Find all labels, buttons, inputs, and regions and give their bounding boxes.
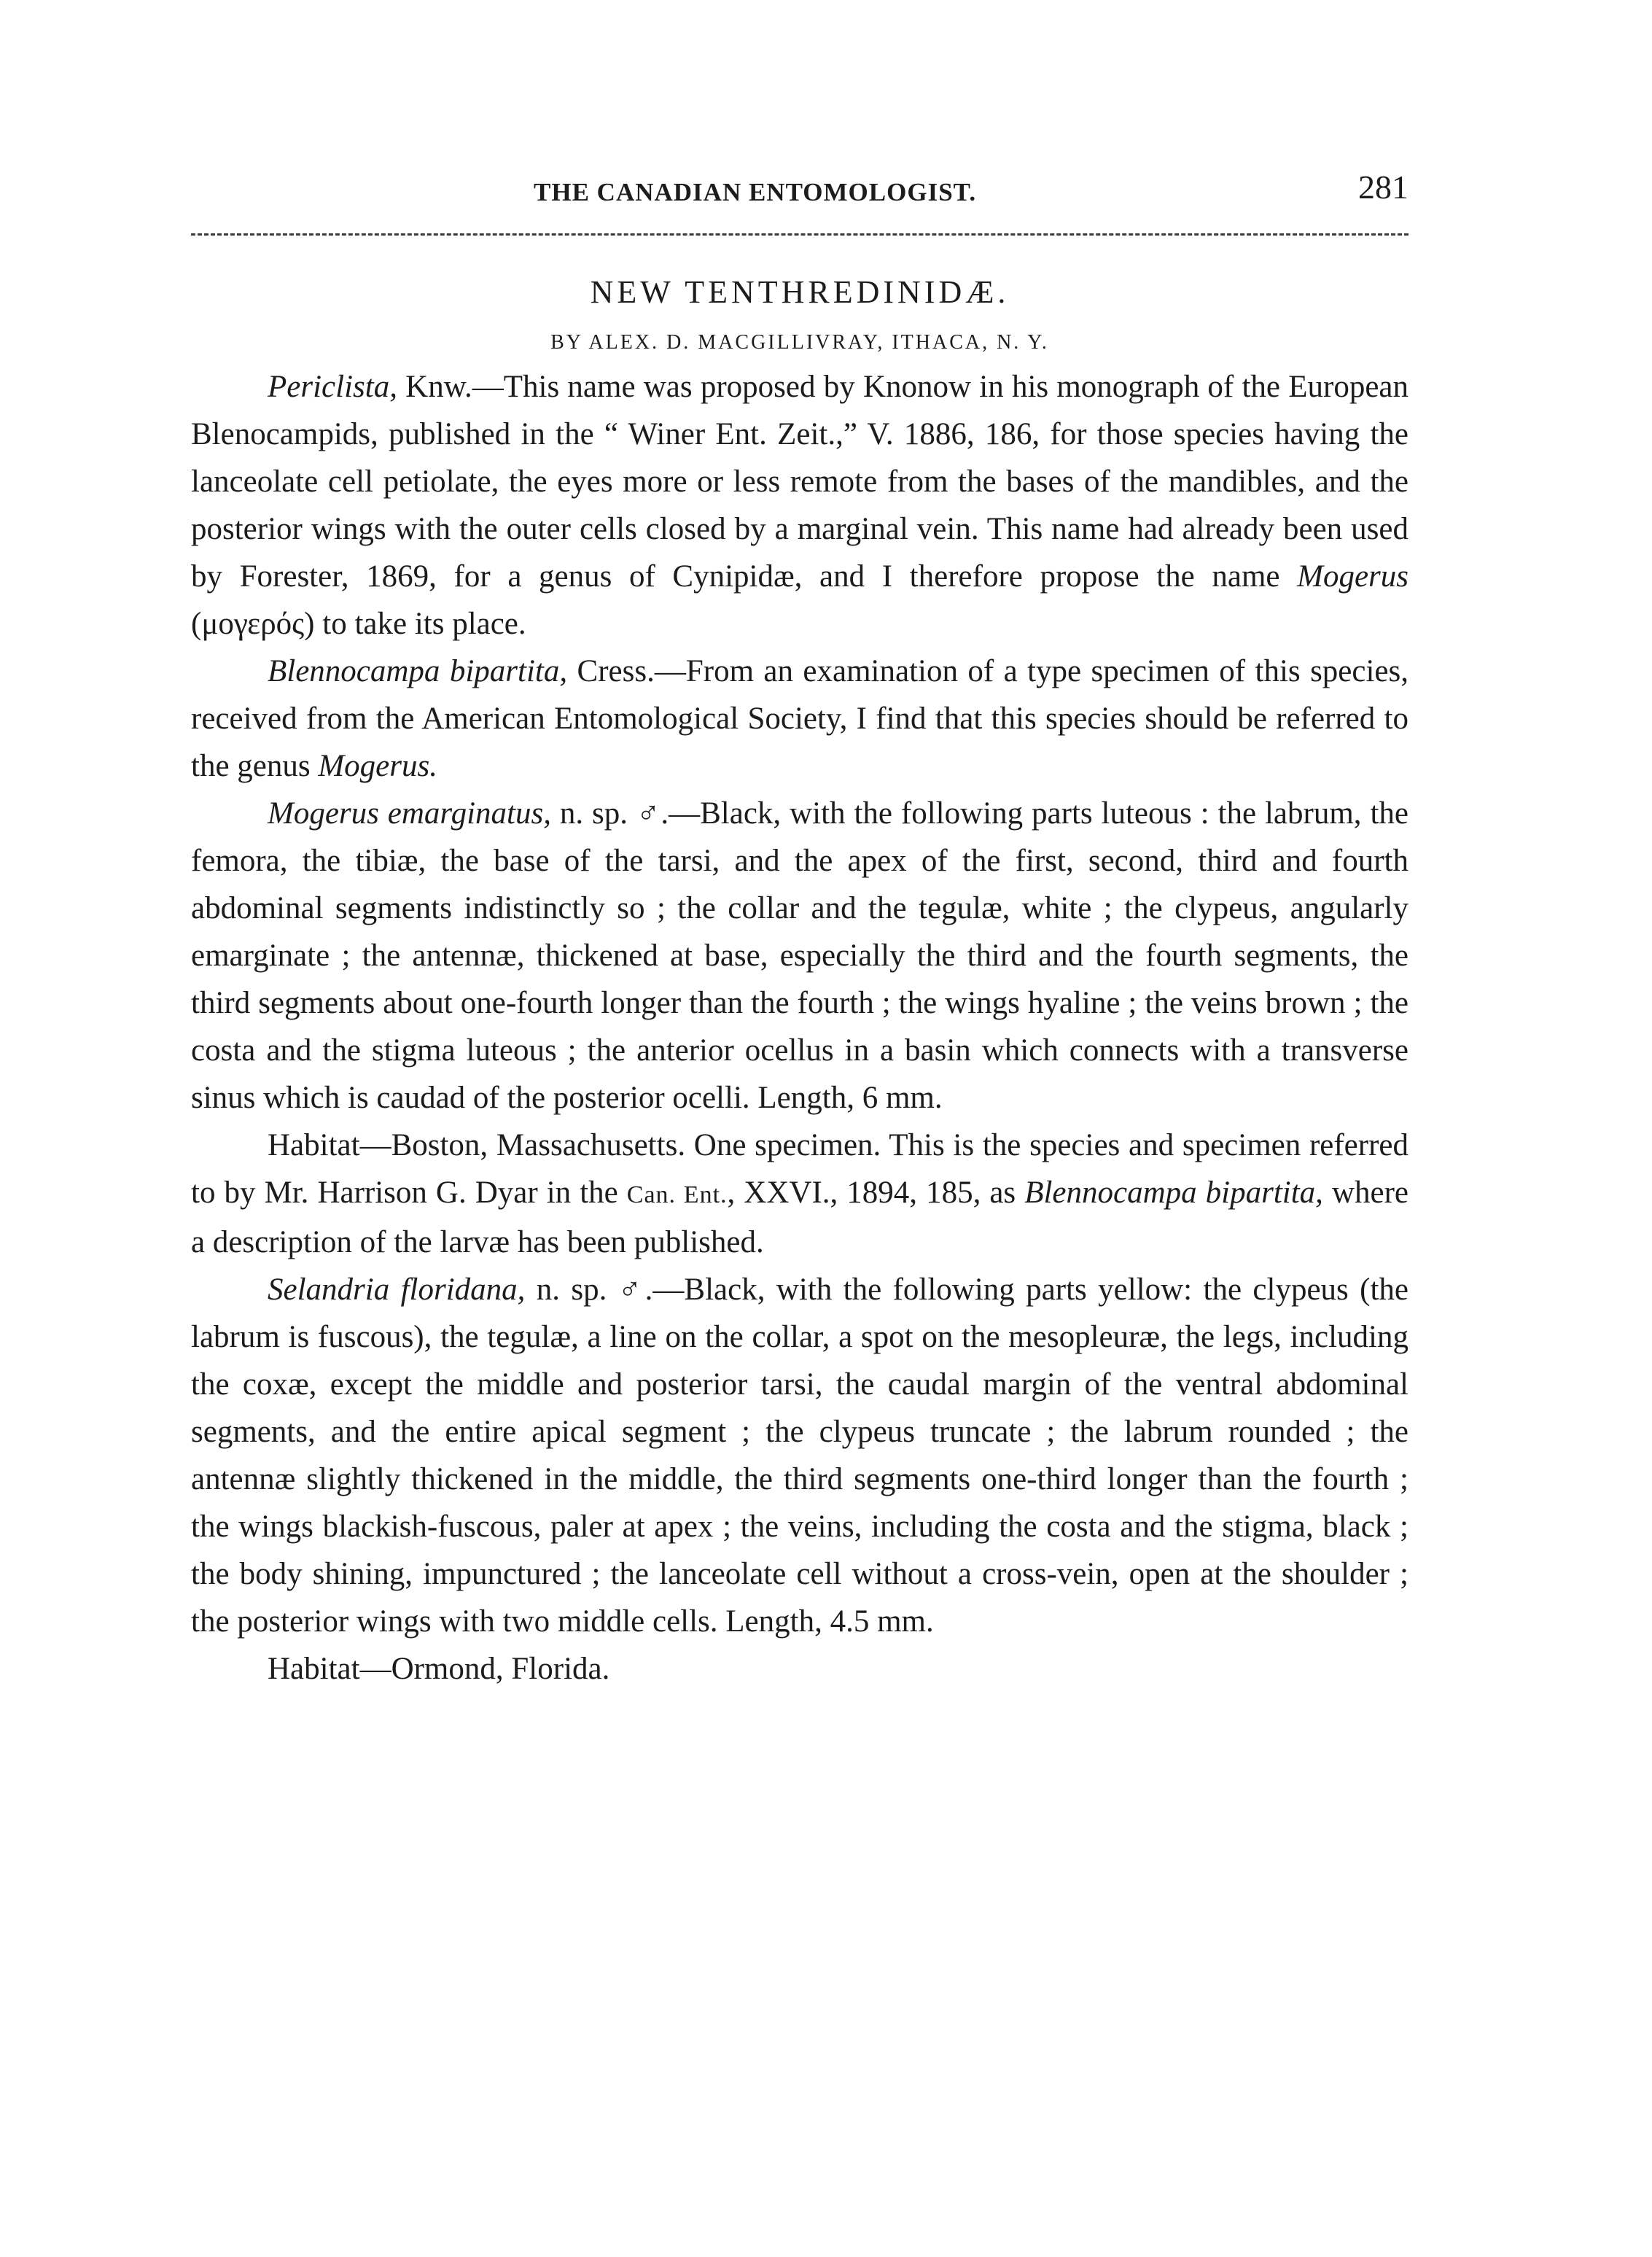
taxon-name: Periclista, [268,370,397,404]
paragraph-mogerus-emarginatus [191,790,1409,1122]
paragraph-selandria-floridana [191,1266,1409,1645]
paragraph-text: Habitat—Boston, Massachusetts. One specimen. This is the species and specimen referred to by Mr. Harrison G. Dyar in the [191,1128,1409,1210]
paragraph-text: Knw.—This name was proposed by Knonow in his monograph of the European Blenocampids, published in the “ Winer Ent. Zeit.,” V. 1886, 186, for those species having the lanceolate cell petiolate, the eyes more or less remote from the bases of the mandibles, and the posterior wings with the outer cells closed by a marginal vein. This name had already been used by Forester, 1869, for a genus of Cynipidæ, and I therefore propose the name [191,370,1409,594]
paragraph-blennocampa [191,648,1409,790]
paragraph-text: n. sp. ♂.—Black, with the following parts yellow: the clypeus (the labrum is fuscous), the tegulæ, a line on the collar, a spot on the mesopleuræ, the legs, including the coxæ, except the middle and posterior tarsi, the caudal margin of the ventral abdominal segments, and the entire apical segment ; the clypeus truncate ; the labrum rounded ; the antennæ slightly thickened in the middle, the third segments one-third longer than the fourth ; the wings blackish-fuscous, paler at apex ; the veins, including the costa and the stigma, black ; the body shining, impunctured ; the lanceolate cell without a cross-vein, open at the shoulder ; the posterior wings with two middle cells. Length, 4.5 mm. [191,1273,1409,1639]
journal-abbreviation: Can. Ent. [626,1181,728,1208]
taxon-name: Blennocampa bipartita, [1024,1176,1323,1210]
article-title: NEW TENTHREDINIDÆ. [590,274,1010,310]
article-byline: BY ALEX. D. MACGILLIVRAY, ITHACA, N. Y. [550,331,1049,354]
taxon-name: Mogerus. [318,749,437,783]
taxon-name: Selandria floridana, [268,1273,526,1307]
running-head [191,168,1409,219]
paragraph-text: Cress.—From an examination of a type specimen of this species, received from the American Entomological Society, I find that this species should be referred to the genus [191,654,1409,783]
journal-page [191,168,1409,1693]
journal-title: THE CANADIAN ENTOMOLOGIST. [534,178,977,206]
paragraph-habitat-boston [191,1122,1409,1266]
paragraph-text: , XXVI., 1894, 185, as [727,1176,1025,1210]
paragraph-text: Habitat—Ormond, Florida. [268,1652,610,1686]
paragraph-text: n. sp. ♂.—Black, with the following parts luteous : the labrum, the femora, the tibiæ, the base of the tarsi, and the apex of the first, second, third and fourth abdominal segments indistinctly so ; the collar and the tegulæ, white ; the clypeus, angularly emarginate ; the antennæ, thickened at base, especially the third and the fourth segments, the third segments about one-fourth longer than the fourth ; the wings hyaline ; the veins brown ; the costa and the stigma luteous ; the anterior ocellus in a basin which connects with a transverse sinus which is caudad of the posterior ocelli. Length, 6 mm. [191,796,1409,1115]
taxon-name: Mogerus [1297,559,1409,594]
taxon-name: Blennocampa bipartita, [268,654,568,688]
taxon-name: Mogerus emarginatus, [268,796,551,831]
paragraph-habitat-ormond [191,1645,1409,1693]
header-rule [191,233,1409,236]
article-body [191,363,1409,1693]
paragraph-text: where a description of the larvæ has been published. [191,1176,1409,1259]
paragraph-periclista [191,363,1409,648]
paragraph-text: (μογερός) to take its place. [191,607,526,641]
page-number: 281 [1358,168,1409,206]
